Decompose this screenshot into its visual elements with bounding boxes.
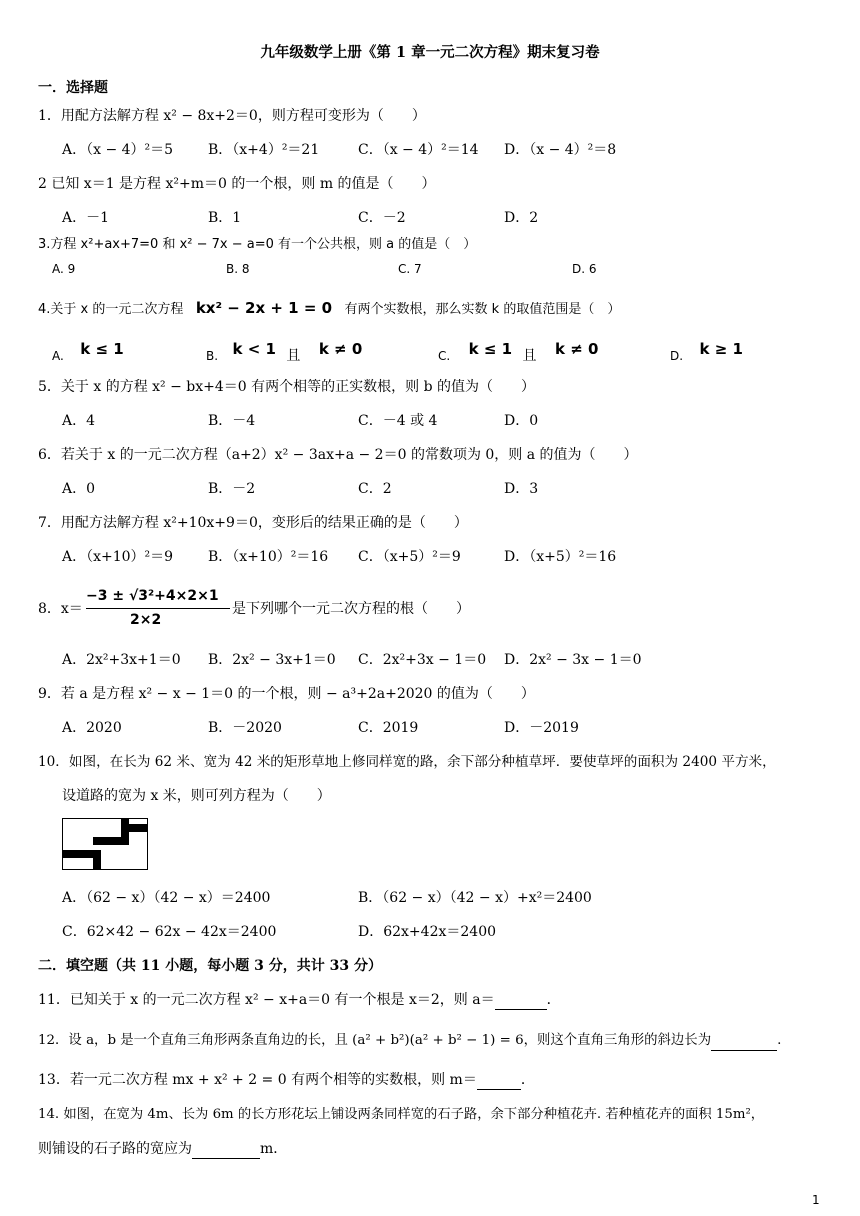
question-6: 6．若关于 x 的一元二次方程（a+2）x² − 3ax+a − 2＝0 的常数项为 0，则 a 的值为（ ） xyxy=(38,447,638,463)
formula-denominator: 2×2 xyxy=(130,612,162,628)
option-d: D．2 xyxy=(504,210,539,226)
question-8-prefix: 8．x＝ xyxy=(38,601,83,617)
option-c: C. 7 xyxy=(398,262,422,276)
option-b: B．（x+10）²＝16 xyxy=(208,549,329,565)
option-d: D．3 xyxy=(504,481,539,497)
question-9: 9．若 a 是方程 x² − x − 1＝0 的一个根，则 − a³+2a+2020 的值为（ ） xyxy=(38,686,535,702)
option-b: B．－2020 xyxy=(208,720,282,736)
option-a: A．（62 − x）（42 − x）＝2400 xyxy=(62,890,271,906)
question-12-end: . xyxy=(777,1033,782,1048)
question-13-end: ． xyxy=(520,1072,535,1088)
question-4-prefix: 4.关于 x 的一元二次方程 xyxy=(38,302,184,317)
option-a: A．（x − 4）²＝5 xyxy=(62,142,174,158)
option-c: C．2 xyxy=(358,481,392,497)
option-b: B．（x+4）²＝21 xyxy=(208,142,320,158)
option-d: D．0 xyxy=(504,413,539,429)
section-heading-fill: 二．填空题（共 11 小题，每小题 3 分，共计 33 分） xyxy=(38,958,382,974)
road-diagram xyxy=(63,819,147,869)
fraction-bar xyxy=(86,608,230,609)
question-10-line2: 设道路的宽为 x 米，则可列方程为（ ） xyxy=(62,788,331,804)
option-d xyxy=(670,340,743,363)
option-expr: k < 1 xyxy=(232,340,276,358)
option-c: C．2x²+3x − 1＝0 xyxy=(358,652,487,668)
option-expr2: k ≠ 0 xyxy=(555,340,599,358)
question-13 xyxy=(38,1071,535,1090)
answer-blank[interactable] xyxy=(711,1032,777,1051)
question-4-suffix: 有两个实数根，那么实数 k 的取值范围是（ ） xyxy=(344,302,621,317)
answer-blank[interactable] xyxy=(192,1140,260,1159)
option-d: D．－2019 xyxy=(504,720,579,736)
question-14-text: 则铺设的石子路的宽应为 xyxy=(38,1141,192,1157)
option-a: A．4 xyxy=(62,413,96,429)
option-b: B. 8 xyxy=(226,262,250,276)
option-and: 且 xyxy=(286,348,301,364)
question-11-end: ． xyxy=(546,992,561,1008)
option-d: D．（x − 4）²＝8 xyxy=(504,142,617,158)
road-segment xyxy=(93,850,101,869)
section-heading-choice: 一．选择题 xyxy=(38,80,108,96)
option-b: B．－2 xyxy=(208,481,256,497)
option-c xyxy=(438,340,599,364)
option-b: B．（62 − x）（42 − x）+x²＝2400 xyxy=(358,890,592,906)
option-c: C．－4 或 4 xyxy=(358,413,438,429)
question-4 xyxy=(38,299,620,319)
question-2: 2 已知 x＝1 是方程 x²+m＝0 的一个根，则 m 的值是（ ） xyxy=(38,176,436,192)
option-b: B．－4 xyxy=(208,413,256,429)
question-5: 5．关于 x 的方程 x² − bx+4＝0 有两个相等的正实数根，则 b 的值为（ ） xyxy=(38,379,536,395)
option-a xyxy=(52,340,124,363)
question-12 xyxy=(38,1032,781,1051)
option-c: C．－2 xyxy=(358,210,406,226)
option-a: A．－1 xyxy=(62,210,110,226)
option-d: D．（x+5）²＝16 xyxy=(504,549,617,565)
option-a: A．0 xyxy=(62,481,96,497)
question-14-line2 xyxy=(38,1140,287,1159)
option-d: D．2x² − 3x − 1＝0 xyxy=(504,652,642,668)
page-title: 九年级数学上册《第 1 章一元二次方程》期末复习卷 xyxy=(260,44,600,61)
option-b: B．1 xyxy=(208,210,242,226)
option-expr: k ≤ 1 xyxy=(80,340,124,358)
option-d: D. 6 xyxy=(572,262,597,276)
option-c: C．（x − 4）²＝14 xyxy=(358,142,479,158)
answer-blank[interactable] xyxy=(495,991,547,1010)
option-letter: B. xyxy=(206,349,219,363)
option-expr: k ≤ 1 xyxy=(468,340,513,358)
question-7: 7．用配方法解方程 x²+10x+9＝0，变形后的结果正确的是（ ） xyxy=(38,515,468,531)
option-a: A．2020 xyxy=(62,720,122,736)
question-14-end: m． xyxy=(260,1141,288,1157)
option-b: B．2x² − 3x+1＝0 xyxy=(208,652,336,668)
question-1: 1．用配方法解方程 x² − 8x+2＝0，则方程可变形为（ ） xyxy=(38,108,426,124)
page-number: 1 xyxy=(812,1193,820,1207)
option-a: A．2x²+3x+1＝0 xyxy=(62,652,181,668)
question-14: 14. 如图，在宽为 4m、长为 6m 的长方形花坛上铺设两条同样宽的石子路，余下部分种植花卉. 若种植花卉的面积 15m²， xyxy=(38,1107,765,1122)
road-figure xyxy=(62,818,148,870)
option-and: 且 xyxy=(522,348,537,364)
option-letter: C. xyxy=(438,349,451,363)
option-letter: A. xyxy=(52,349,64,363)
option-a: A．（x+10）²＝9 xyxy=(62,549,174,565)
option-expr: k ≥ 1 xyxy=(699,340,743,358)
question-11 xyxy=(38,991,561,1010)
question-3: 3.方程 x²+ax+7=0 和 x² − 7x − a=0 有一个公共根，则 a 的值是（ ） xyxy=(38,237,477,252)
option-letter: D. xyxy=(670,349,684,363)
question-11-text: 11．已知关于 x 的一元二次方程 x² − x+a＝0 有一个根是 x＝2，则 a＝ xyxy=(38,992,495,1008)
question-10: 10．如图，在长为 62 米、宽为 42 米的矩形草地上修同样宽的路，余下部分种植草坪．要使草坪的面积为 2400 平方米， xyxy=(38,754,776,770)
formula-numerator: −3 ± √3²+4×2×1 xyxy=(86,588,219,604)
option-a: A. 9 xyxy=(52,262,76,276)
option-c: C．2019 xyxy=(358,720,419,736)
option-c: C．（x+5）²＝9 xyxy=(358,549,461,565)
option-d: D．62x+42x＝2400 xyxy=(358,924,497,940)
question-13-text: 13．若一元二次方程 mx + x² + 2 = 0 有两个相等的实数根，则 m＝ xyxy=(38,1072,477,1088)
question-8-suffix: 是下列哪个一元二次方程的根（ ） xyxy=(232,601,470,617)
option-expr2: k ≠ 0 xyxy=(318,340,363,358)
road-segment xyxy=(121,824,147,832)
option-b xyxy=(206,340,363,364)
option-c: C．62×42 − 62x − 42x＝2400 xyxy=(62,924,277,940)
question-4-formula: kx² − 2x + 1 = 0 xyxy=(195,299,333,317)
question-12-text: 12．设 a，b 是一个直角三角形两条直角边的长，且 (a² + b²)(a² + b² − 1) = 6，则这个直角三角形的斜边长为 xyxy=(38,1033,712,1048)
answer-blank[interactable] xyxy=(477,1071,521,1090)
